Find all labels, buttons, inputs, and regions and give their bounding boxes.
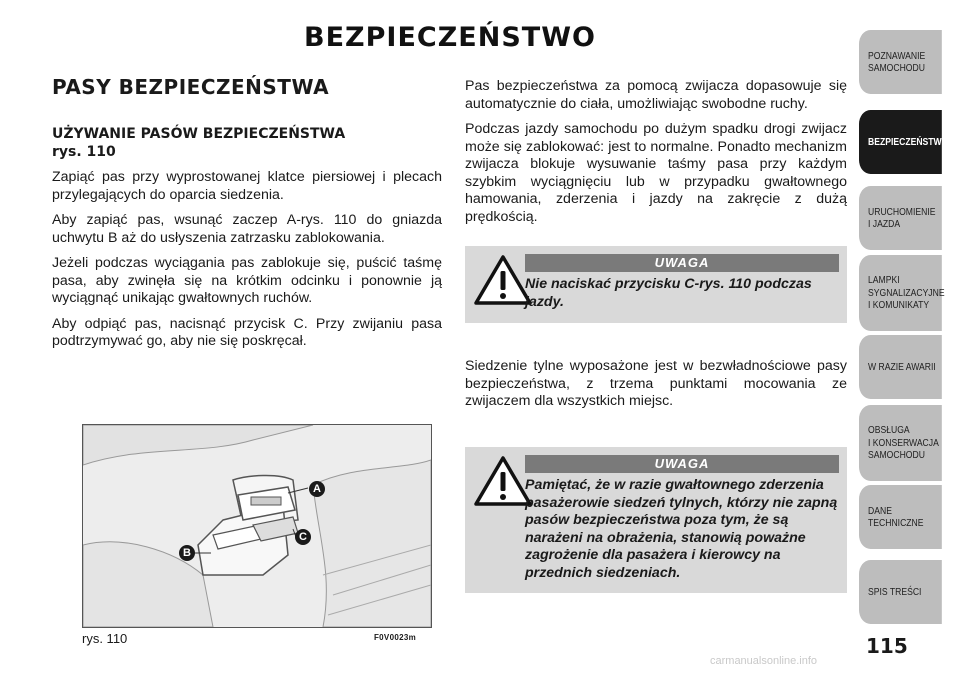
figure-caption: rys. 110: [82, 631, 128, 646]
paragraph: Aby odpiąć pas, nacisnąć przycisk C. Przy zwijaniu pasa podtrzymywać go, aby nie się poskręcał.: [52, 315, 442, 349]
tab-label: DANE TECHNICZNE: [868, 504, 924, 529]
watermark: carmanualsonline.info: [710, 655, 818, 667]
warning-text-content: Pamiętać, że w razie gwałtownego zderzenia pasażerowie siedzeń tylnych, którzy nie zapną pasów bezpieczeństwa poza tym, że są narażeni na obrażenia, stanowią poważne zagrożenie dla pasażera i kierowcy na przednich siedzeniach.: [525, 477, 838, 581]
label-b: B: [179, 545, 195, 561]
tab-bezpieczenstwo[interactable]: [859, 110, 949, 174]
tab-label: BEZPIECZEŃSTWO: [868, 135, 949, 148]
paragraph: Aby zapiąć pas, wsunąć zaczep A-rys. 110 do gniazda uchwytu B aż do usłyszenia zatrzasku zablokowania.: [52, 212, 442, 246]
paragraph: Podczas jazdy samochodu po dużym spadku drogi zwijacz może się zablokować: jest to normalne. Ponadto mechanizm zwijacza blokuje wysuwanie taśmy pasa przy każdym szybkim wyciągnięciu lub w przypadku gwałtownego hamowania, zderzenia i jazdy na zakręcie z dużą prędkością.: [465, 121, 847, 225]
paragraph: Siedzenie tylne wyposażone jest w bezwładnościowe pasy bezpieczeństwa, z trzema punktami mocowania ze zwijaczem dla wszystkich miejsc.: [465, 358, 847, 409]
warning-box: [465, 447, 847, 593]
warning-triangle-icon: [473, 455, 533, 507]
warning-header: UWAGA: [525, 455, 839, 473]
warning-box: [465, 246, 847, 323]
warning-text: [525, 477, 839, 582]
label-a: A: [309, 481, 325, 497]
right-column-lower: [465, 358, 847, 419]
sub-title-line2: rys. 110: [52, 144, 116, 160]
tab-label: W RAZIE AWARII: [868, 360, 936, 373]
paragraph: Zapiąć pas przy wyprostowanej klatce piersiowej i plecach przylegających do oparcia siedzenia.: [52, 169, 442, 203]
figure-seatbelt-buckle: [82, 424, 432, 628]
sub-title-line1: UŻYWANIE PASÓW BEZPIECZEŃSTWA: [52, 126, 346, 142]
tab-label: OBSŁUGA I KONSERWACJA SAMOCHODU: [868, 424, 939, 462]
tab-uruchomienie-i-jazda[interactable]: [859, 186, 942, 250]
figure-code: F0V0023m: [374, 633, 416, 642]
tab-label: SPIS TREŚCI: [868, 585, 922, 598]
section-title: PASY BEZPIECZEŃSTWA: [52, 75, 330, 99]
tab-dane-techniczne[interactable]: [859, 485, 942, 549]
sub-title: [52, 125, 442, 161]
seatbelt-buckle-illustration: [83, 425, 431, 627]
tab-label: URUCHOMIENIE I JAZDA: [868, 205, 936, 230]
tab-obsluga-i-konserwacja[interactable]: [859, 405, 942, 481]
tab-label: POZNAWANIE SAMOCHODU: [868, 49, 926, 74]
tab-lampki-sygnalizacyjne[interactable]: [859, 255, 945, 331]
warning-triangle-icon: [473, 254, 533, 306]
left-column: [52, 75, 442, 359]
tab-spis-tresci[interactable]: [859, 560, 942, 624]
page-number: 115: [866, 634, 908, 658]
tab-w-razie-awarii[interactable]: [859, 335, 942, 399]
tab-poznawanie-samochodu[interactable]: [859, 30, 942, 94]
paragraph: Pas bezpieczeństwa za pomocą zwijacza dopasowuje się automatycznie do ciała, umożliwiając swobodne ruchy.: [465, 78, 847, 112]
paragraph: Jeżeli podczas wyciągania pas zablokuje się, puścić taśmę pasa, aby zwinęła się na krótkim odcinku i ponownie ją wyciągnąć unikając gwałtownych ruchów.: [52, 255, 442, 306]
label-c: C: [295, 529, 311, 545]
warning-header: UWAGA: [525, 254, 839, 272]
right-column: [465, 78, 847, 234]
warning-text: Nie naciskać przycisku C-rys. 110 podczas jazdy.: [525, 276, 812, 310]
page-title: BEZPIECZEŃSTWO: [304, 22, 596, 53]
tab-label: LAMPKI SYGNALIZACYJNE I KOMUNIKATY: [868, 274, 945, 312]
